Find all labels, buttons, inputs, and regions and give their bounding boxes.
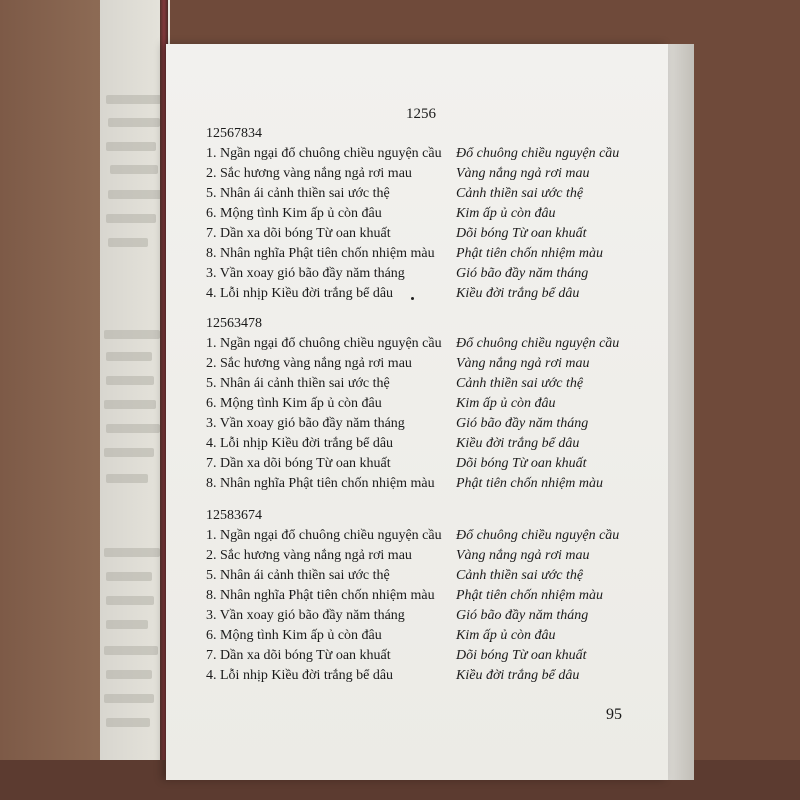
verse-excerpt: Đổ chuông chiều nguyện cầu — [456, 146, 620, 161]
poem-row — [166, 588, 668, 608]
verse-excerpt: Vàng nắng ngả rơi mau — [456, 356, 590, 371]
verse-excerpt: Cảnh thiền sai ước thệ — [456, 568, 584, 583]
poem-row — [166, 668, 668, 688]
verse-excerpt: Dõi bóng Từ oan khuất — [456, 456, 587, 471]
verse-line: 4. Lỗi nhịp Kiều đời trắng bể dâu — [206, 436, 394, 451]
verse-line: 8. Nhân nghĩa Phật tiên chốn nhiệm màu — [206, 588, 435, 603]
page-header: 1256 — [406, 106, 436, 122]
verse-line: 8. Nhân nghĩa Phật tiên chốn nhiệm màu — [206, 476, 435, 491]
poem-row — [166, 376, 668, 396]
verse-excerpt: Dõi bóng Từ oan khuất — [456, 226, 587, 241]
poem-row — [166, 266, 668, 286]
poem-row — [166, 146, 668, 166]
poem-row — [166, 608, 668, 628]
poem-row — [166, 356, 668, 376]
poem-row — [166, 416, 668, 436]
poem-row — [166, 166, 668, 186]
verse-line: 1. Ngần ngại đổ chuông chiều nguyện cầu — [206, 528, 442, 543]
poem-row — [166, 186, 668, 206]
verse-line: 3. Vần xoay gió bão đầy năm tháng — [206, 266, 405, 281]
verse-excerpt: Đổ chuông chiều nguyện cầu — [456, 336, 620, 351]
verse-line: 6. Mộng tình Kim ấp ủ còn đâu — [206, 396, 382, 411]
verse-excerpt: Kim ấp ủ còn đâu — [456, 628, 556, 643]
poem-row — [166, 286, 668, 306]
verse-line: 2. Sắc hương vàng nắng ngả rơi mau — [206, 356, 412, 371]
poem-row — [166, 648, 668, 668]
verse-excerpt: Vàng nắng ngả rơi mau — [456, 166, 590, 181]
verse-excerpt: Kiều đời trắng bể dâu — [456, 436, 580, 451]
verse-excerpt: Dõi bóng Từ oan khuất — [456, 648, 587, 663]
ink-dot — [411, 297, 414, 300]
verse-line: 6. Mộng tình Kim ấp ủ còn đâu — [206, 206, 382, 221]
book-page — [166, 44, 668, 780]
poem-row — [166, 436, 668, 456]
poem-row — [166, 528, 668, 548]
verse-line: 5. Nhân ái cảnh thiền sai ước thệ — [206, 568, 390, 583]
verse-excerpt: Gió bão đầy năm tháng — [456, 608, 589, 623]
verse-line: 4. Lỗi nhịp Kiều đời trắng bể dâu — [206, 286, 394, 301]
verse-excerpt: Phật tiên chốn nhiệm màu — [456, 476, 603, 491]
verse-excerpt: Cảnh thiền sai ước thệ — [456, 186, 584, 201]
poem-row — [166, 548, 668, 568]
verse-line: 7. Dần xa dõi bóng Từ oan khuất — [206, 456, 391, 471]
block-title: 12583674 — [206, 508, 262, 523]
verse-line: 2. Sắc hương vàng nắng ngả rơi mau — [206, 548, 412, 563]
verse-line: 8. Nhân nghĩa Phật tiên chốn nhiệm màu — [206, 246, 435, 261]
page-number: 95 — [606, 706, 622, 723]
verse-line: 1. Ngần ngại đổ chuông chiều nguyện cầu — [206, 146, 442, 161]
verse-line: 1. Ngần ngại đổ chuông chiều nguyện cầu — [206, 336, 442, 351]
verse-excerpt: Kim ấp ủ còn đâu — [456, 396, 556, 411]
verse-excerpt: Kim ấp ủ còn đâu — [456, 206, 556, 221]
verse-line: 2. Sắc hương vàng nắng ngả rơi mau — [206, 166, 412, 181]
verse-line: 5. Nhân ái cảnh thiền sai ước thệ — [206, 376, 390, 391]
poem-row — [166, 336, 668, 356]
verse-line: 3. Vần xoay gió bão đầy năm tháng — [206, 416, 405, 431]
verse-line: 7. Dần xa dõi bóng Từ oan khuất — [206, 226, 391, 241]
block-title: 12567834 — [206, 126, 262, 141]
verse-excerpt: Gió bão đầy năm tháng — [456, 266, 589, 281]
verse-line: 6. Mộng tình Kim ấp ủ còn đâu — [206, 628, 382, 643]
block-title: 12563478 — [206, 316, 262, 331]
verse-excerpt: Đổ chuông chiều nguyện cầu — [456, 528, 620, 543]
verse-excerpt: Phật tiên chốn nhiệm màu — [456, 588, 603, 603]
verse-excerpt: Cảnh thiền sai ước thệ — [456, 376, 584, 391]
verse-line: 5. Nhân ái cảnh thiền sai ước thệ — [206, 186, 390, 201]
poem-row — [166, 246, 668, 266]
verse-excerpt: Kiều đời trắng bể dâu — [456, 286, 580, 301]
poem-row — [166, 226, 668, 246]
poem-row — [166, 456, 668, 476]
verse-excerpt: Gió bão đầy năm tháng — [456, 416, 589, 431]
poem-row — [166, 628, 668, 648]
verse-line: 4. Lỗi nhịp Kiều đời trắng bể dâu — [206, 668, 394, 683]
verse-line: 7. Dần xa dõi bóng Từ oan khuất — [206, 648, 391, 663]
verse-excerpt: Kiều đời trắng bể dâu — [456, 668, 580, 683]
verse-excerpt: Phật tiên chốn nhiệm màu — [456, 246, 603, 261]
poem-row — [166, 396, 668, 416]
poem-row — [166, 476, 668, 496]
verse-line: 3. Vần xoay gió bão đầy năm tháng — [206, 608, 405, 623]
poem-row — [166, 568, 668, 588]
poem-row — [166, 206, 668, 226]
verse-excerpt: Vàng nắng ngả rơi mau — [456, 548, 590, 563]
page-edge — [668, 44, 694, 780]
